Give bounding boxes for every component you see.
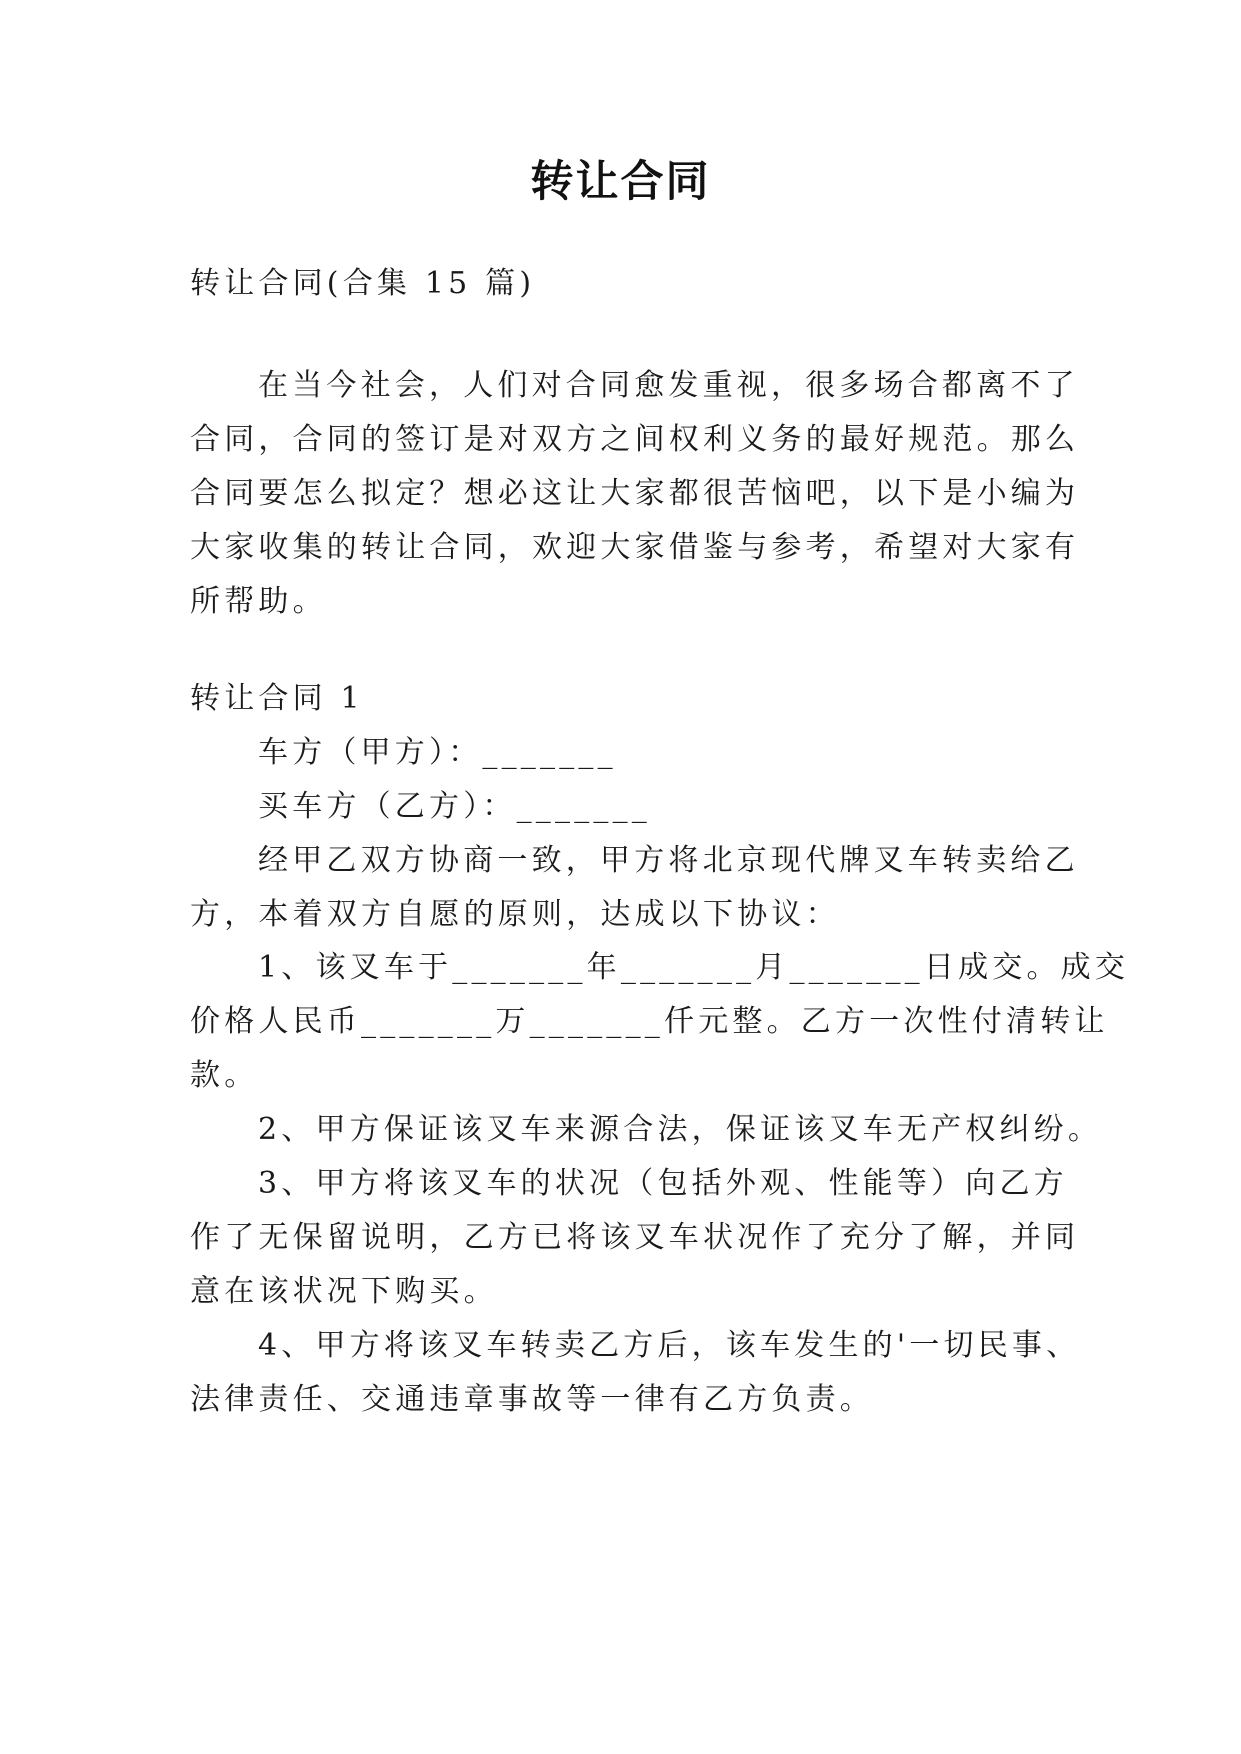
intro-line: 大家收集的转让合同，欢迎大家借鉴与参考，希望对大家有 [190, 530, 1080, 565]
clause-3-line: 作了无保留说明，乙方已将该叉车状况作了充分了解，并同 [190, 1220, 1080, 1255]
document-subtitle: 转让合同(合集 15 篇) [190, 266, 536, 301]
clause-3-line: 3、甲方将该叉车的状况（包括外观、性能等）向乙方 [258, 1166, 1068, 1201]
intro-line: 合同要怎么拟定？想必这让大家都很苦恼吧，以下是小编为 [190, 476, 1080, 511]
clause-1-line: 款。 [190, 1058, 259, 1093]
agreement-line: 方，本着双方自愿的原则，达成以下协议： [190, 897, 840, 932]
agreement-line: 经甲乙双方协商一致，甲方将北京现代牌叉车转卖给乙 [258, 843, 1079, 878]
intro-line: 所帮助。 [190, 584, 327, 619]
clause-1-line: 价格人民币_______万_______仟元整。乙方一次性付清转让 [190, 1004, 1109, 1039]
buyer-label: 买车方（乙方）：_______ [258, 789, 651, 824]
clause-1-line: 1、该叉车于_______年_______月_______日成交。成交 [258, 950, 1130, 985]
seller-label: 车方（甲方）：_______ [258, 735, 617, 770]
section-heading: 转让合同 1 [190, 681, 364, 716]
intro-line: 合同，合同的签订是对双方之间权利义务的最好规范。那么 [190, 422, 1080, 457]
clause-4-line: 4、甲方将该叉车转卖乙方后，该车发生的'一切民事、 [258, 1328, 1081, 1363]
clause-3-line: 意在该状况下购买。 [190, 1274, 498, 1309]
clause-2-line: 2、甲方保证该叉车来源合法，保证该叉车无产权纠纷。 [258, 1112, 1103, 1147]
document-title: 转让合同 [530, 157, 711, 207]
intro-line: 在当今社会，人们对合同愈发重视，很多场合都离不了 [258, 368, 1079, 403]
clause-4-line: 法律责任、交通违章事故等一律有乙方负责。 [190, 1382, 874, 1417]
